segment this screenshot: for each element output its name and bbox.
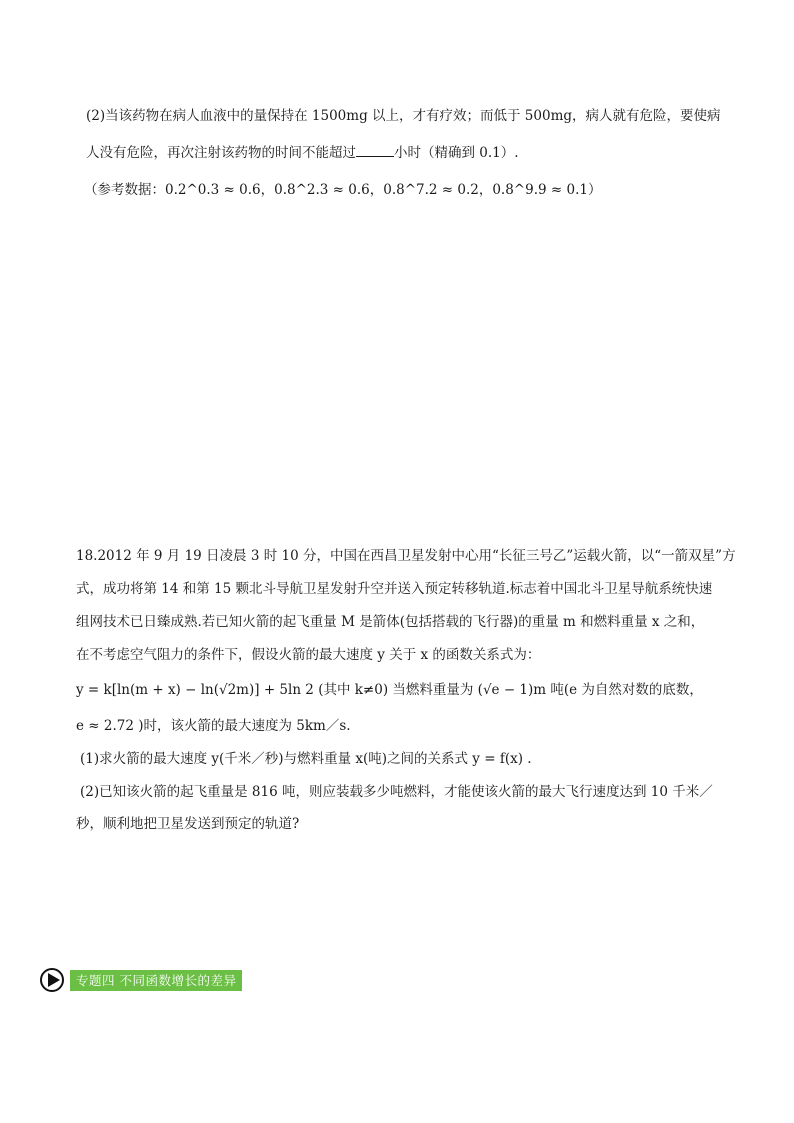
section-banner (40, 968, 242, 992)
section-title: 专题四 不同函数增长的差异 (70, 970, 242, 991)
problem-18-line-4: 在不考虑空气阻力的条件下，假设火箭的最大速度 y 关于 x 的函数关系式为： (76, 647, 541, 663)
part2-line-2-text: 人没有危险，再次注射该药物的时间不能超过 (86, 145, 356, 161)
question-2-line-1: (2)已知该火箭的起飞重量是 816 吨，则应装载多少吨燃料，才能使该火箭的最大飞行速度达到 10 千米／ (80, 784, 713, 800)
part2-line-2 (86, 142, 519, 163)
part2-line-2-tail: 小时（精确到 0.1）. (394, 145, 519, 161)
reference-data: （参考数据：0.2^0.3 ≈ 0.6，0.8^2.3 ≈ 0.6，0.8^7.2 ≈ 0.2，0.8^9.9 ≈ 0.1） (84, 182, 602, 198)
formula-line: y = k[ln(m + x) − ln(√2m)] + 5ln 2 (其中 k≠0) 当燃料重量为 (√e − 1)m 吨(e 为自然对数的底数， (76, 682, 703, 698)
problem-18-line-2: 式，成功将第 14 和第 15 颗北斗导航卫星发射升空并送入预定转移轨道.标志着中国北斗卫星导航系统快速 (76, 581, 713, 597)
question-1: (1)求火箭的最大速度 y(千米／秒)与燃料重量 x(吨)之间的关系式 y = f(x) . (80, 751, 532, 767)
play-circle-icon (40, 968, 64, 992)
problem-18-line-6: e ≈ 2.72 )时，该火箭的最大速度为 5km／s. (76, 718, 351, 734)
problem-18-line-3: 组网技术已日臻成熟.若已知火箭的起飞重量 M 是箭体(包括搭载的飞行器)的重量 m 和燃料重量 x 之和， (76, 614, 705, 630)
question-2-line-2: 秒，顺利地把卫星发送到预定的轨道? (76, 816, 300, 832)
part2-line-1: (2)当该药物在病人血液中的量保持在 1500mg 以上，才有疗效；而低于 500mg，病人就有危险，要使病 (86, 108, 721, 124)
answer-blank (356, 142, 394, 157)
problem-18-line-1: 18.2012 年 9 月 19 日凌晨 3 时 10 分，中国在西昌卫星发射中心用“长征三号乙”运载火箭，以“一箭双星”方 (76, 548, 736, 564)
